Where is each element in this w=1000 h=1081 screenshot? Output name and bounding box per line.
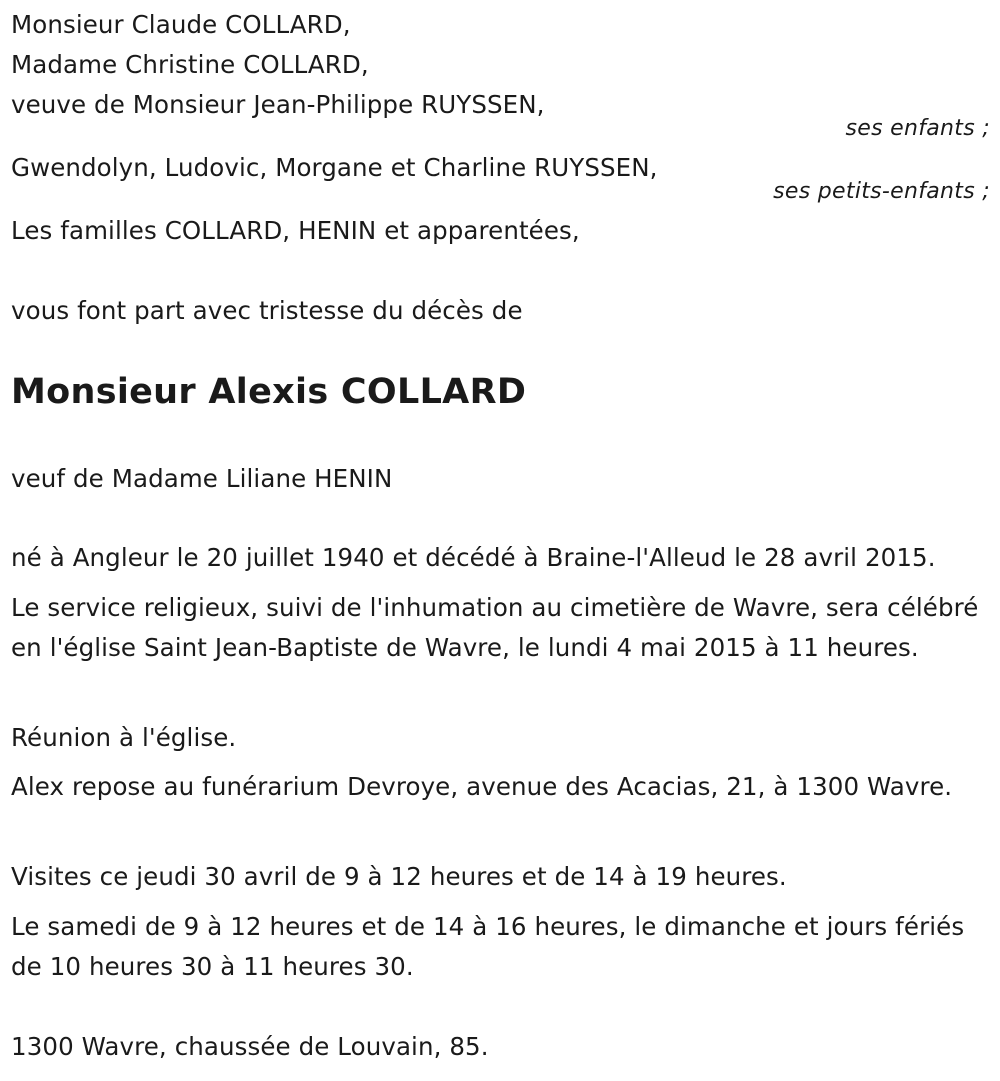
grandchildren-role: ses petits-enfants ; <box>773 179 990 204</box>
birth-death-line: né à Angleur le 20 juillet 1940 et décédé à Braine-l'Alleud le 28 avril 2015. <box>11 543 936 572</box>
funeral-home: Alex repose au funérarium Devroye, avenue des Acacias, 21, à 1300 Wavre. <box>11 772 953 801</box>
extended-families: Les familles COLLARD, HENIN et apparentées, <box>11 216 580 245</box>
children-role: ses enfants ; <box>845 116 990 141</box>
family-line-christine: Madame Christine COLLARD, <box>11 50 369 79</box>
deceased-name: Monsieur Alexis COLLARD <box>11 372 527 412</box>
visits-weekend: Le samedi de 9 à 12 heures et de 14 à 16 heures, le dimanche et jours fériés de 10 heures 30 à 11 heures 30. <box>11 912 965 981</box>
religious-service: Le service religieux, suivi de l'inhumation au cimetière de Wavre, sera célébré en l'église Saint Jean-Baptiste de Wavre, le lundi 4 mai 2015 à 11 heures. <box>11 593 979 662</box>
family-line-claude: Monsieur Claude COLLARD, <box>11 10 351 39</box>
visits-thursday: Visites ce jeudi 30 avril de 9 à 12 heures et de 14 à 19 heures. <box>11 862 787 891</box>
address-line: 1300 Wavre, chaussée de Louvain, 85. <box>11 1032 489 1061</box>
grandchildren-names: Gwendolyn, Ludovic, Morgane et Charline RUYSSEN, <box>11 153 658 182</box>
widower-line: veuf de Madame Liliane HENIN <box>11 464 393 493</box>
meeting-line: Réunion à l'église. <box>11 723 237 752</box>
family-line-widow: veuve de Monsieur Jean-Philippe RUYSSEN, <box>11 90 545 119</box>
announcement-line: vous font part avec tristesse du décès de <box>11 296 523 325</box>
